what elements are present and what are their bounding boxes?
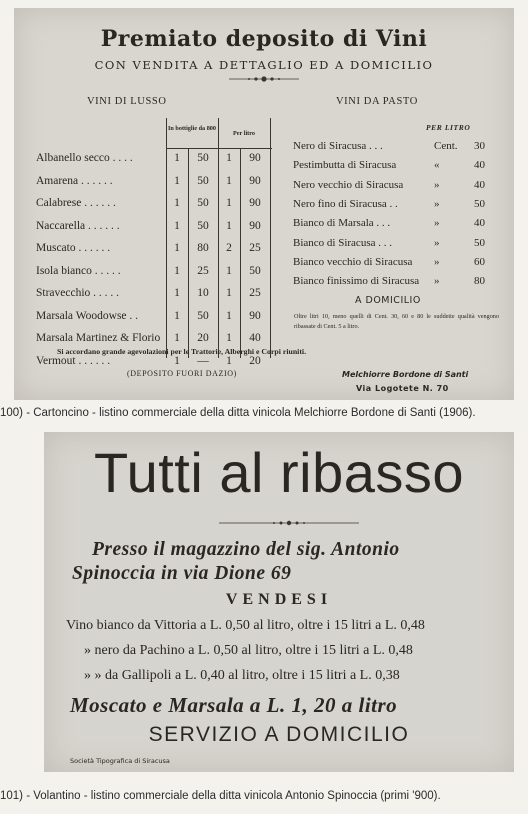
lusso-wine-name: Marsala Martinez & Florio xyxy=(36,332,161,344)
lusso-price-l1: 1 xyxy=(226,354,232,367)
pasto-price: 30 xyxy=(474,140,485,152)
lusso-price-b1: 1 xyxy=(174,264,180,277)
flyer-card-spinoccia xyxy=(44,432,514,772)
servizio-line: SERVIZIO A DOMICILIO xyxy=(148,723,410,746)
caption-101: 101) - Volantino - listino commerciale della ditta vinicola Antonio Spinoccia (primi '900). xyxy=(0,790,441,802)
pasto-ditto-mark: » xyxy=(434,255,440,268)
lusso-price-b2: 10 xyxy=(197,287,209,299)
table-head-bottiglie: In bottiglie da 800 xyxy=(168,125,216,132)
lusso-wine-name: Calabrese . . . . . . xyxy=(36,197,116,209)
price-row-2: » nero da Pachino a L. 0,50 al litro, oltre i 15 litri a L. 0,48 xyxy=(84,643,413,658)
lusso-price-l2: 90 xyxy=(249,219,261,232)
lusso-price-b1: 1 xyxy=(174,152,180,164)
heading-vini-pasto: VINI DA PASTO xyxy=(336,96,418,107)
lusso-price-b1: 1 xyxy=(174,332,180,344)
owner-name: Melchiorre Bordone di Santi xyxy=(342,370,469,379)
presso-text xyxy=(72,538,400,586)
lusso-price-l1: 1 xyxy=(226,264,232,277)
agevolazioni-text: Si accordano grande agevolazioni per le Trattorie, Alberghi e Corpi riuniti. xyxy=(57,347,307,356)
lusso-wine-name: Stravecchio . . . . . xyxy=(36,287,120,299)
lusso-price-l1: 1 xyxy=(226,219,232,232)
card2-title: Tutti al ribasso xyxy=(93,441,465,504)
lusso-price-b2: 50 xyxy=(197,197,209,209)
pasto-ditto-mark: » xyxy=(434,178,440,191)
lusso-price-b2: 80 xyxy=(197,242,209,254)
lusso-price-b1: 1 xyxy=(174,219,180,232)
lusso-price-l2: 90 xyxy=(249,174,261,187)
lusso-price-b1: 1 xyxy=(174,309,180,322)
pasto-ditto-mark: » xyxy=(434,197,440,210)
lusso-price-b2: 50 xyxy=(197,152,209,164)
pasto-wine-name: Nero vecchio di Siracusa xyxy=(293,178,404,191)
lusso-price-b2: — xyxy=(197,354,209,367)
pasto-wine-name: Nero di Siracusa . . . xyxy=(293,140,383,152)
owner-address: Via Logotete N. 70 xyxy=(356,384,449,393)
pasto-ditto-mark: » xyxy=(434,236,440,249)
deposito-text: (DEPOSITO FUORI DAZIO) xyxy=(127,369,237,378)
per-litro-label: PER LITRO xyxy=(426,123,471,132)
lusso-price-b2: 25 xyxy=(197,264,209,277)
lusso-price-b2: 50 xyxy=(197,219,209,232)
lusso-wine-name: Isola bianco . . . . . xyxy=(36,264,121,277)
price-row-3: » » da Gallipoli a L. 0,40 al litro, oltre i 15 litri a L. 0,38 xyxy=(84,668,400,683)
pasto-ditto-mark: « xyxy=(434,159,440,172)
lusso-price-l2: 50 xyxy=(249,264,261,277)
pasto-price: 80 xyxy=(474,275,485,288)
pasto-wine-name: Pestimbutta di Siracusa xyxy=(293,159,397,172)
lusso-price-l1: 1 xyxy=(226,287,232,299)
domicilio-label: A DOMICILIO xyxy=(355,295,421,306)
lusso-price-l1: 1 xyxy=(226,197,232,209)
lusso-price-b1: 1 xyxy=(174,197,180,209)
lusso-price-l1: 1 xyxy=(226,174,232,187)
lusso-price-b1: 1 xyxy=(174,242,180,254)
lusso-wine-name: Vermout . . . . . . xyxy=(36,354,111,367)
table-head-litro: Per litro xyxy=(233,130,255,137)
lusso-price-l2: 90 xyxy=(249,152,261,164)
lusso-price-l2: 40 xyxy=(249,332,261,344)
pasto-price: 40 xyxy=(474,217,485,230)
pasto-wine-name: Bianco di Siracusa . . . xyxy=(293,236,392,249)
lusso-price-l2: 25 xyxy=(249,287,261,299)
pasto-price: 50 xyxy=(474,197,485,210)
ornament-divider-icon xyxy=(219,518,359,528)
lusso-price-l2: 90 xyxy=(249,309,261,322)
lusso-price-l1: 1 xyxy=(226,309,232,322)
lusso-price-l1: 1 xyxy=(226,332,232,344)
pasto-ditto-mark: » xyxy=(434,275,440,288)
lusso-price-l2: 20 xyxy=(249,354,261,367)
lusso-wine-name: Amarena . . . . . . xyxy=(36,174,113,187)
pasto-price: 40 xyxy=(474,178,485,191)
pasto-wine-name: Bianco finissimo di Siracusa xyxy=(293,275,420,288)
lusso-price-l2: 90 xyxy=(249,197,261,209)
presso-line-2: Spinoccia in via Dione 69 xyxy=(72,563,292,584)
pasto-wine-name: Bianco vecchio di Siracusa xyxy=(293,255,413,268)
lusso-wine-name: Naccarella . . . . . . xyxy=(36,219,120,232)
pasto-price: 50 xyxy=(474,236,485,249)
lusso-price-b1: 1 xyxy=(174,174,180,187)
pasto-ditto-mark: Cent. xyxy=(434,140,458,152)
caption-100: 100) - Cartoncino - listino commerciale della ditta vinicola Melchiorre Bordone di Santi (1906). xyxy=(0,407,476,419)
lusso-wine-name: Muscato . . . . . . xyxy=(36,242,111,254)
printer-credit: Società Tipografica di Siracusa xyxy=(70,757,170,765)
price-row-1: Vino bianco da Vittoria a L. 0,50 al litro, oltre i 15 litri a L. 0,48 xyxy=(66,618,425,633)
card1-title: Premiato deposito di Vini xyxy=(100,26,428,52)
pasto-wine-name: Nero fino di Siracusa . . xyxy=(293,197,398,210)
ornament-divider-icon xyxy=(229,74,299,84)
heading-vini-lusso: VINI DI LUSSO xyxy=(87,96,167,107)
lusso-price-l1: 2 xyxy=(226,242,232,254)
pasto-ditto-mark: » xyxy=(434,217,440,230)
vendesi-heading: VENDESI xyxy=(225,591,333,608)
lusso-price-l1: 1 xyxy=(226,152,232,164)
discount-note: Oltre litri 10, meno quelli di Cent. 30, 60 e 80 le suddette qualità vengono ribassate di Cent. 5 a litro. xyxy=(294,313,499,330)
moscato-line: Moscato e Marsala a L. 1, 20 a litro xyxy=(70,693,398,717)
presso-line-1: Presso il magazzino del sig. Antonio xyxy=(92,539,400,560)
lusso-wine-name: Marsala Woodowse . . xyxy=(36,309,139,322)
lusso-wine-name: Albanello secco . . . . xyxy=(36,152,133,164)
pasto-price: 60 xyxy=(474,255,485,268)
price-list-card-1906 xyxy=(14,8,514,400)
lusso-price-b1: 1 xyxy=(174,354,180,367)
lusso-price-b2: 50 xyxy=(197,309,209,322)
lusso-price-b1: 1 xyxy=(174,287,180,299)
lusso-price-b2: 20 xyxy=(197,332,209,344)
pasto-wine-name: Bianco di Marsala . . . xyxy=(293,217,391,230)
pasto-price: 40 xyxy=(474,159,485,172)
card1-subtitle: CON VENDITA A DETTAGLIO ED A DOMICILIO xyxy=(94,58,434,72)
lusso-price-l2: 25 xyxy=(249,242,261,254)
lusso-price-b2: 50 xyxy=(197,174,209,187)
